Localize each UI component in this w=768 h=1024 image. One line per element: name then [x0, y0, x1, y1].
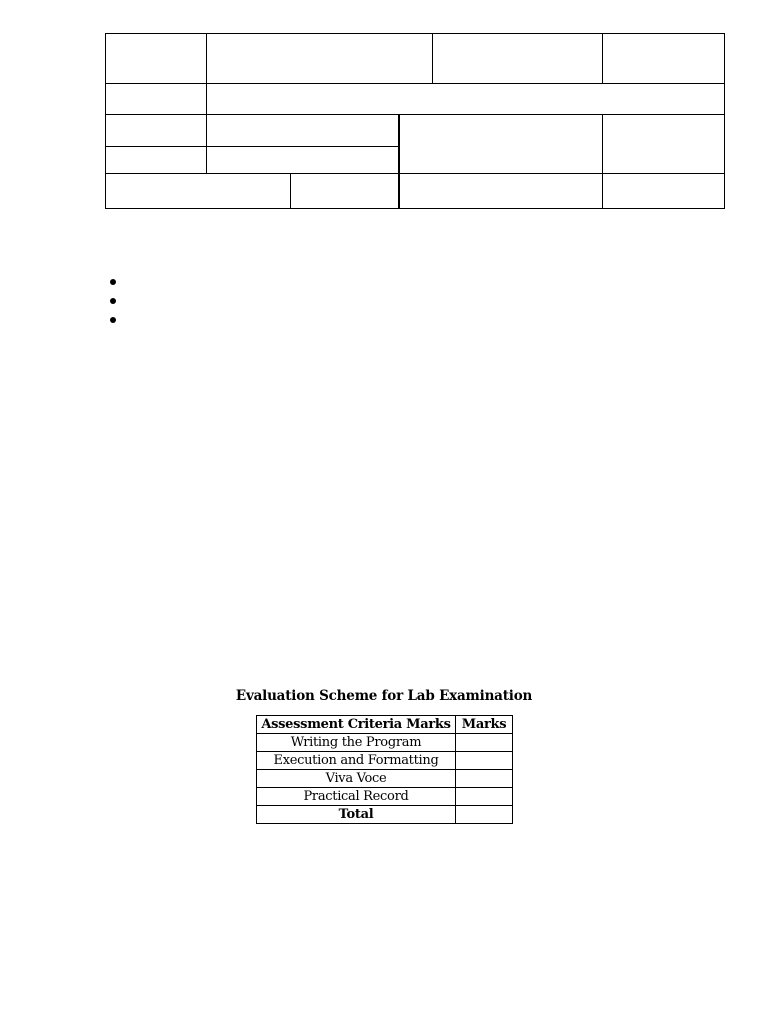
grid-line	[206, 34, 207, 83]
marks-cell	[456, 770, 513, 788]
grid-line	[290, 173, 291, 208]
criteria-cell: Viva Voce	[257, 770, 456, 788]
total-label: Total	[257, 806, 456, 824]
total-marks-cell	[456, 806, 513, 824]
table-row	[257, 734, 513, 752]
table-row	[257, 770, 513, 788]
grid-line	[398, 114, 400, 208]
criteria-cell: Execution and Formatting	[257, 752, 456, 770]
evaluation-title: Evaluation Scheme for Lab Examination	[235, 688, 533, 704]
column-header-marks: Marks	[456, 716, 513, 734]
grid-line	[106, 173, 724, 174]
grid-line	[106, 114, 724, 115]
marks-cell	[456, 788, 513, 806]
grid-line	[106, 83, 724, 84]
grid-line	[602, 114, 603, 208]
marks-cell	[456, 734, 513, 752]
grid-line	[106, 146, 399, 147]
evaluation-table	[256, 715, 513, 824]
header-form-grid	[105, 33, 725, 209]
criteria-cell: Writing the Program	[257, 734, 456, 752]
criteria-cell: Practical Record	[257, 788, 456, 806]
marks-cell	[456, 752, 513, 770]
table-row	[257, 752, 513, 770]
grid-line	[206, 114, 207, 173]
grid-line	[206, 83, 207, 114]
table-row	[257, 788, 513, 806]
table-header-row	[257, 716, 513, 734]
column-header-criteria: Assessment Criteria Marks	[257, 716, 456, 734]
grid-line	[432, 34, 433, 83]
total-row	[257, 806, 513, 824]
grid-line	[602, 34, 603, 83]
